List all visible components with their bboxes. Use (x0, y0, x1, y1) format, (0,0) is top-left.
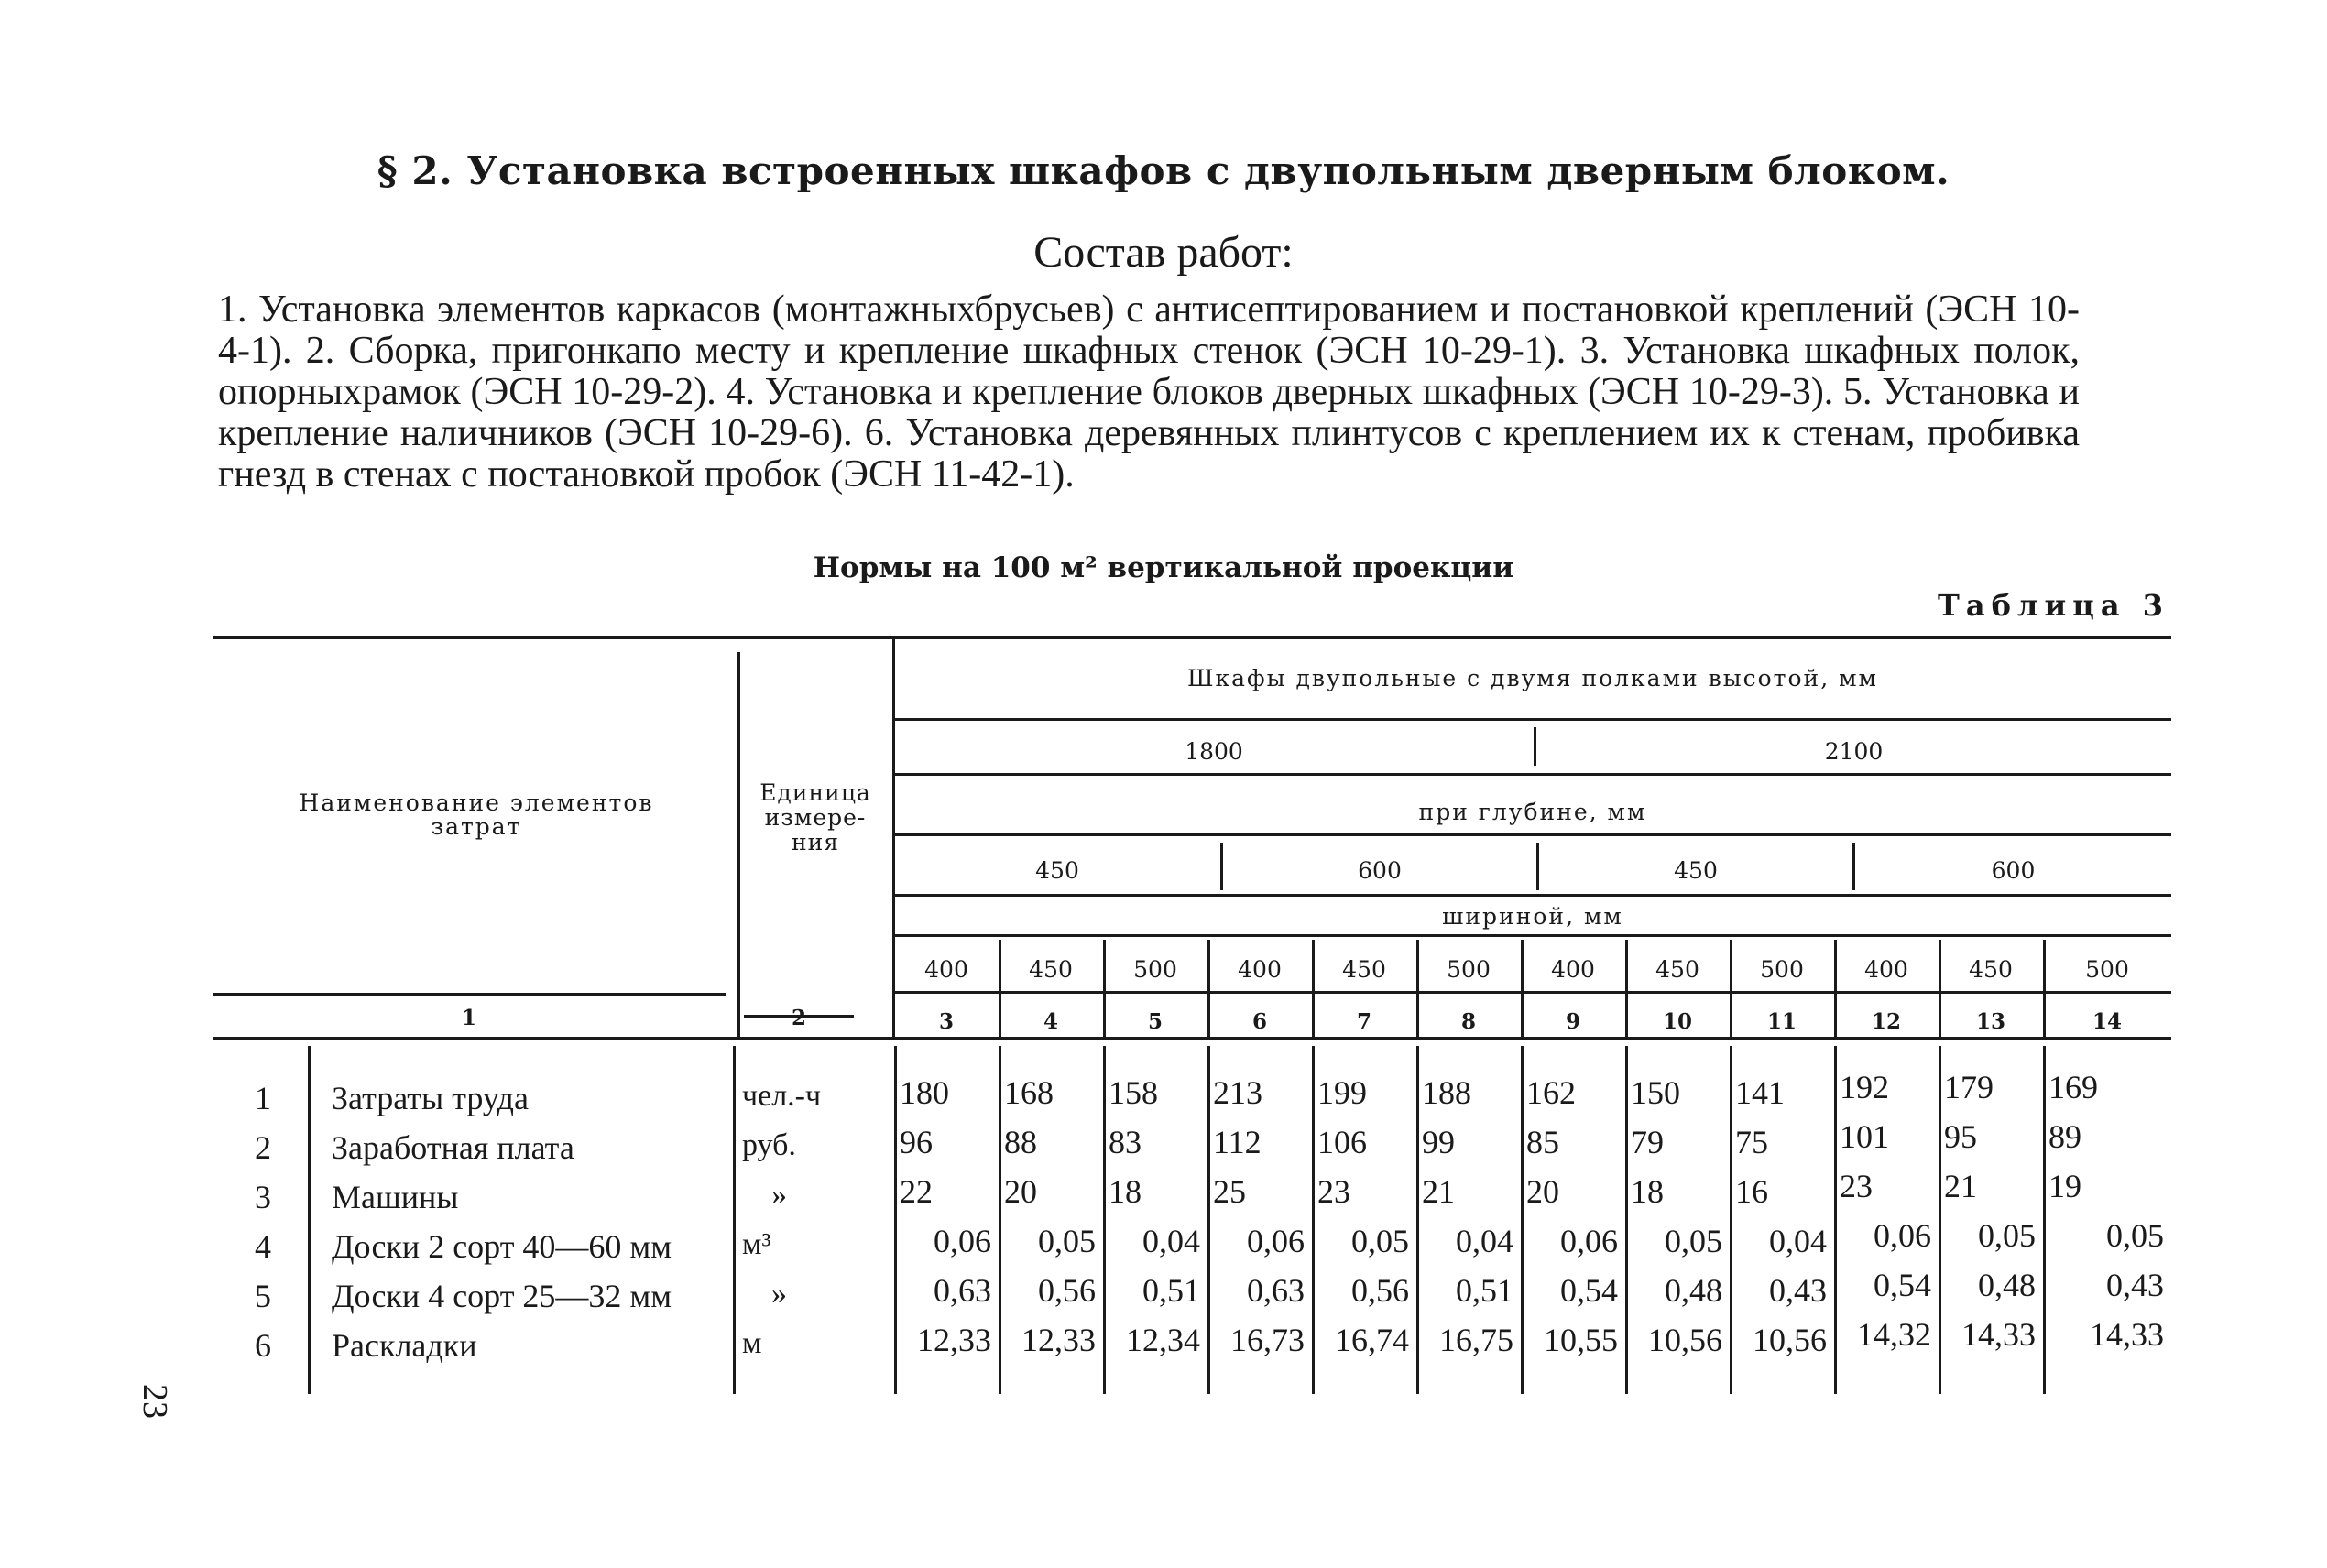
row-name: Доски 4 сорт 25—32 мм (332, 1278, 672, 1314)
width-col-10: 450 (1655, 956, 1699, 983)
table-cell: 18 (1109, 1173, 1142, 1210)
depth-600: 600 (1991, 857, 2036, 884)
table-cell: 99 (1422, 1124, 1455, 1160)
table-cell: 23 (1840, 1168, 1873, 1204)
depth-450: 450 (1674, 857, 1718, 884)
norms-title: Нормы на 100 м² вертикальной проекции (813, 551, 1514, 584)
table-cell: 192 (1840, 1069, 1889, 1105)
table-cell: 0,63 (934, 1272, 991, 1309)
table-cell: 75 (1735, 1124, 1768, 1160)
colnum-6: 6 (1251, 1009, 1267, 1034)
table-cell: 0,54 (1560, 1272, 1618, 1309)
table-cell: 89 (2048, 1118, 2081, 1155)
depth-450: 450 (1035, 857, 1079, 884)
table-cell: 0,48 (1665, 1272, 1722, 1309)
table-cell: 0,06 (1874, 1217, 1931, 1254)
table-cell: 96 (900, 1124, 933, 1160)
table-cell: 10,56 (1648, 1322, 1722, 1358)
composition-text: 1. Установка элементов каркасов (монтажныхбрусьев) с антисептированием и постановкой креплений (ЭСН 10-4-1). 2. Сборка, пригонкапо месту и крепление шкафных стенок (ЭСН 10-29-1). 3. Установка шкафных полок, опорныхрамок (ЭСН 10-29-2). 4. Установка и крепление блоков дверных шкафных (ЭСН 10-29-3). 5. Установка и крепление наличников (ЭСН 10-29-6). 6. Установка деревянных плинтусов с креплением их к стенам, пробивка гнезд в стенах с постановкой пробок (ЭСН 11-42-1). (218, 289, 2080, 495)
colnum-10: 10 (1662, 1009, 1692, 1034)
colnum-14: 14 (2092, 1009, 2122, 1034)
table-cell: 180 (900, 1074, 949, 1111)
width-col-7: 450 (1342, 956, 1386, 983)
table-cell: 213 (1213, 1074, 1262, 1111)
table-cell: 20 (1004, 1173, 1037, 1210)
table-cell: 12,33 (917, 1322, 991, 1358)
depth-600: 600 (1358, 857, 1402, 884)
row-name: Раскладки (332, 1327, 477, 1364)
table-cell: 0,05 (1351, 1223, 1409, 1259)
table-cell: 0,43 (2106, 1267, 2164, 1303)
table-cell: 12,34 (1126, 1322, 1200, 1358)
table-cell: 112 (1213, 1124, 1262, 1160)
row-name: Машины (332, 1179, 459, 1215)
width-col-8: 500 (1447, 956, 1491, 983)
table-cell: 188 (1422, 1074, 1471, 1111)
colnum-12: 12 (1871, 1009, 1901, 1034)
divider-body-unit (733, 1046, 736, 1394)
table-cell: 21 (1944, 1168, 1977, 1204)
rule-width-label (894, 934, 2171, 937)
row-unit: м (742, 1326, 762, 1360)
table-cell: 101 (1840, 1118, 1889, 1155)
row-number: 1 (255, 1080, 271, 1116)
section-title: § 2. Установка встроенных шкафов с двупольным дверным блоком. (377, 148, 1950, 193)
table-cell: 0,51 (1456, 1272, 1513, 1309)
table-cell: 158 (1109, 1074, 1158, 1111)
table-cell: 168 (1004, 1074, 1054, 1111)
row-unit: руб. (742, 1128, 796, 1162)
header-group: Шкафы двупольные с двумя полками высотой, мм (1187, 665, 1878, 691)
table-cell: 150 (1631, 1074, 1680, 1111)
row-unit: » (771, 1178, 787, 1212)
table-cell: 25 (1213, 1173, 1246, 1210)
colnum-4: 4 (1043, 1009, 1058, 1034)
row-number: 2 (255, 1129, 271, 1166)
divider-body-name (308, 1046, 311, 1394)
table-cell: 0,06 (1560, 1223, 1618, 1259)
table-cell: 88 (1004, 1124, 1037, 1160)
table-cell: 0,51 (1142, 1272, 1200, 1309)
table-cell: 14,33 (1961, 1316, 2036, 1353)
row-unit: м³ (742, 1227, 771, 1261)
width-col-4: 450 (1029, 956, 1073, 983)
colnum-8: 8 (1460, 1009, 1476, 1034)
table-cell: 16,73 (1230, 1322, 1305, 1358)
colnum-7: 7 (1356, 1009, 1371, 1034)
row-number: 3 (255, 1179, 271, 1215)
row-name: Заработная плата (332, 1129, 574, 1166)
table-cell: 0,48 (1978, 1267, 2036, 1303)
header-unit-col: Единица измере-ния (759, 779, 871, 855)
width-col-3: 400 (924, 956, 968, 983)
table-cell: 0,04 (1456, 1223, 1513, 1259)
row-number: 4 (255, 1228, 271, 1265)
table-cell: 14,33 (2090, 1316, 2164, 1353)
table-cell: 16 (1735, 1173, 1768, 1210)
table-cell: 0,63 (1247, 1272, 1305, 1309)
table-cell: 0,05 (1978, 1217, 2036, 1254)
table-cell: 162 (1526, 1074, 1576, 1111)
colnum-11: 11 (1766, 1009, 1797, 1034)
table-cell: 83 (1109, 1124, 1142, 1160)
table-cell: 16,74 (1335, 1322, 1409, 1358)
table-cell: 79 (1631, 1124, 1664, 1160)
table-cell: 22 (900, 1173, 933, 1210)
rule-depth-label (894, 833, 2171, 836)
table-cell: 0,04 (1142, 1223, 1200, 1259)
table-cell: 14,32 (1857, 1316, 1931, 1353)
table-cell: 0,05 (1665, 1223, 1722, 1259)
table-cell: 0,54 (1874, 1267, 1931, 1303)
table-cell: 106 (1317, 1124, 1367, 1160)
table-cell: 95 (1944, 1118, 1977, 1155)
width-col-9: 400 (1551, 956, 1595, 983)
width-col-5: 500 (1133, 956, 1177, 983)
table-header-bottom-rule (213, 1037, 2171, 1040)
table-cell: 23 (1317, 1173, 1350, 1210)
rule-name-col (213, 993, 726, 996)
colnum-2: 2 (791, 1006, 806, 1030)
composition-title: Состав работ: (1033, 228, 1294, 277)
table-cell: 169 (2048, 1069, 2098, 1105)
table-cell: 21 (1422, 1173, 1455, 1210)
rule-heights (894, 773, 2171, 776)
table-cell: 18 (1631, 1173, 1664, 1210)
table-cell: 0,06 (1247, 1223, 1305, 1259)
table-cell: 0,05 (1038, 1223, 1096, 1259)
table-cell: 0,43 (1769, 1272, 1827, 1309)
table-cell: 0,56 (1351, 1272, 1409, 1309)
row-unit: » (771, 1277, 787, 1311)
table-cell: 141 (1735, 1074, 1785, 1111)
colnum-9: 9 (1565, 1009, 1580, 1034)
table-cell: 0,06 (934, 1223, 991, 1259)
header-depth-label: при глубине, мм (1418, 799, 1647, 825)
table-cell: 0,05 (2106, 1217, 2164, 1254)
colnum-5: 5 (1147, 1009, 1163, 1034)
divider-unit (737, 652, 740, 1037)
rule-widths (894, 991, 2171, 994)
header-name-col: Наименование элементов затрат (299, 789, 654, 840)
height-2100: 2100 (1824, 738, 1884, 765)
row-unit: чел.-ч (742, 1079, 822, 1113)
colnum-13: 13 (1975, 1009, 2005, 1034)
table-cell: 179 (1944, 1069, 1994, 1105)
page-number: 23 (136, 1384, 174, 1419)
table-cell: 10,55 (1544, 1322, 1618, 1358)
table-cell: 199 (1317, 1074, 1367, 1111)
row-number: 6 (255, 1327, 271, 1364)
header-width-label: шириной, мм (1442, 903, 1623, 930)
rule-group (894, 718, 2171, 721)
table-cell: 19 (2048, 1168, 2081, 1204)
colnum-3: 3 (938, 1009, 954, 1034)
width-col-11: 500 (1760, 956, 1804, 983)
table-cell: 85 (1526, 1124, 1559, 1160)
table-cell: 10,56 (1753, 1322, 1827, 1358)
row-name: Доски 2 сорт 40—60 мм (332, 1228, 672, 1265)
row-number: 5 (255, 1278, 271, 1314)
rule-depths (894, 894, 2171, 897)
table-cell: 16,75 (1439, 1322, 1513, 1358)
table-cell: 0,56 (1038, 1272, 1096, 1309)
width-col-6: 400 (1238, 956, 1282, 983)
table-label: Таблица 3 (1938, 588, 2169, 623)
table-cell: 20 (1526, 1173, 1559, 1210)
row-name: Затраты труда (332, 1080, 529, 1116)
table-cell: 0,04 (1769, 1223, 1827, 1259)
colnum-1: 1 (461, 1006, 476, 1030)
width-col-14: 500 (2085, 956, 2129, 983)
table-cell: 12,33 (1021, 1322, 1096, 1358)
height-1800: 1800 (1185, 738, 1243, 765)
table-top-rule (213, 636, 2171, 639)
width-col-13: 450 (1969, 956, 2013, 983)
width-col-12: 400 (1864, 956, 1908, 983)
